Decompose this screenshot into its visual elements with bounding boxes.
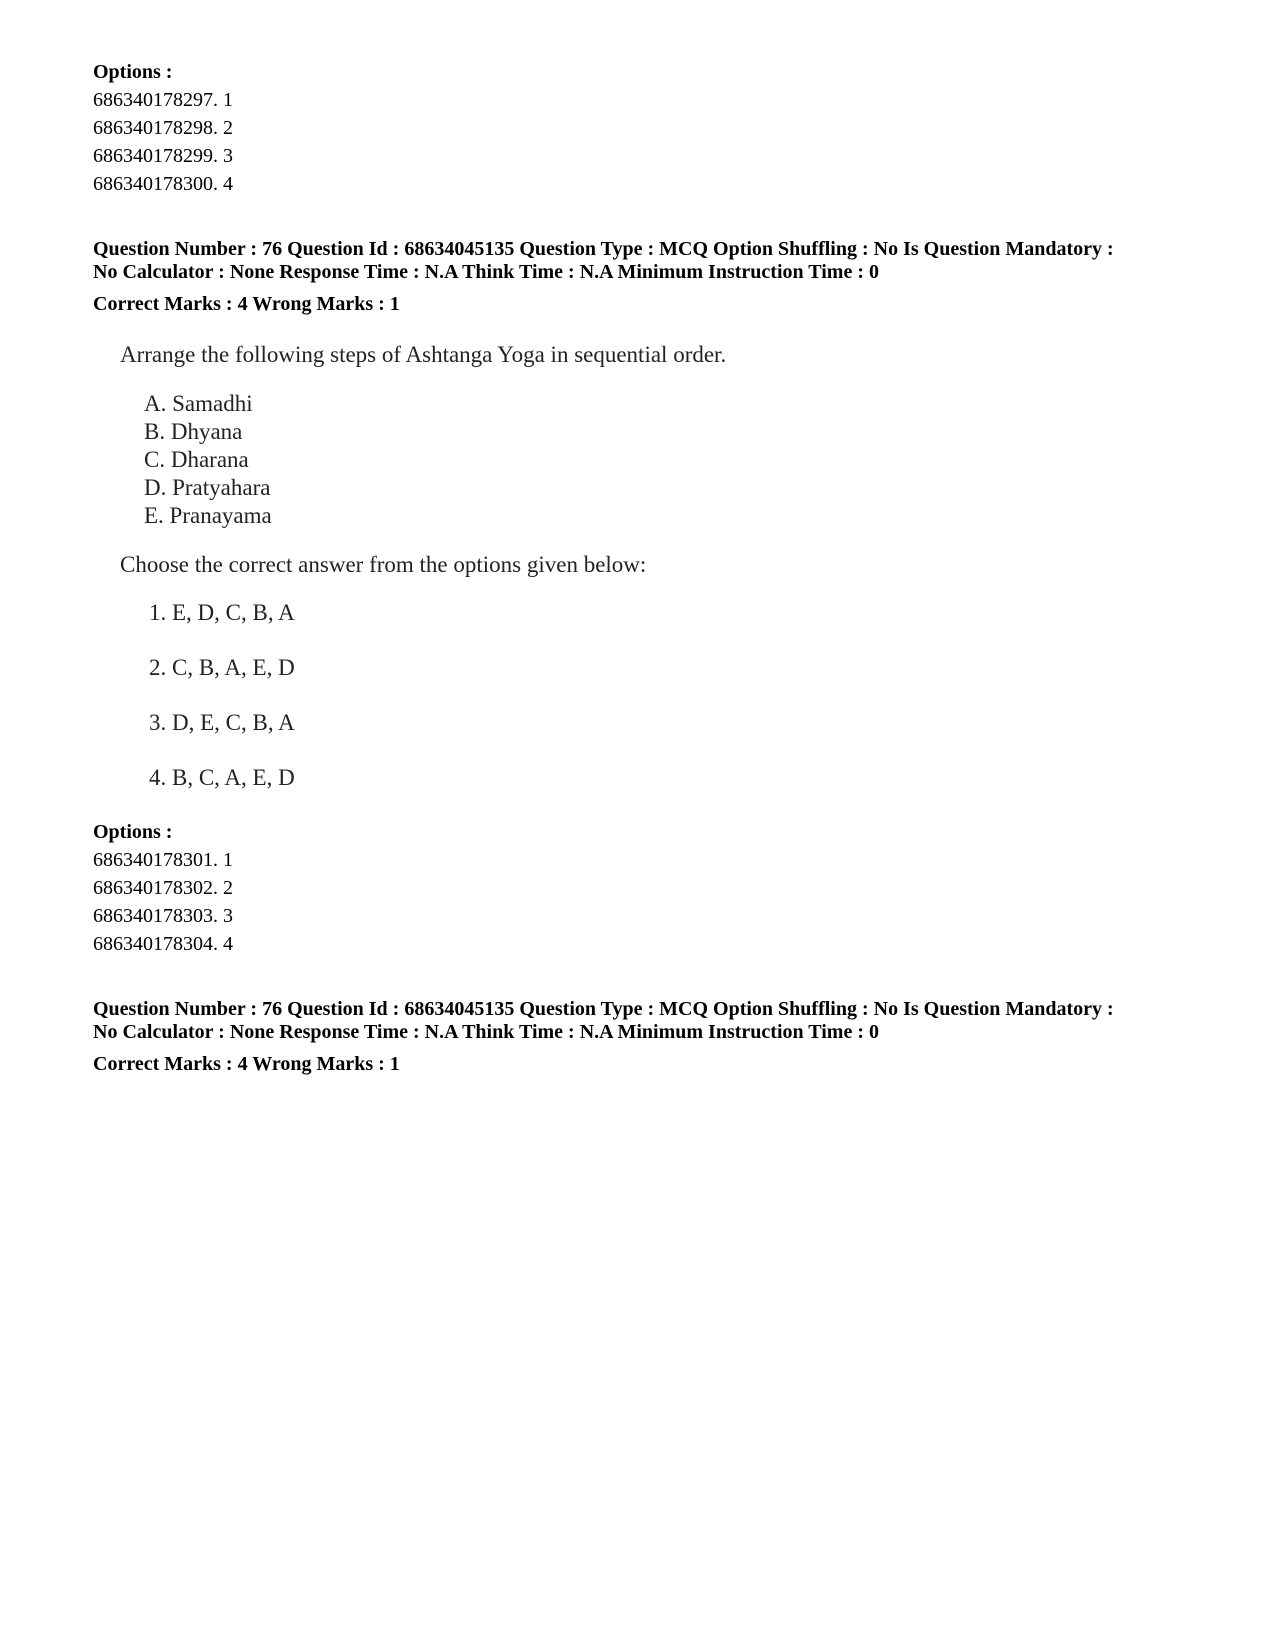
step-item: E. Pranayama: [144, 503, 272, 528]
choose-instruction: Choose the correct answer from the options given below:: [120, 552, 647, 577]
step-item: A. Samadhi: [144, 391, 253, 416]
option-item: 686340178300. 4: [93, 173, 233, 195]
answer-choices: [149, 600, 1203, 791]
question-marks: Correct Marks : 4 Wrong Marks : 1: [93, 293, 400, 315]
options-block-previous: [93, 58, 1203, 198]
option-item: 686340178303. 3: [93, 905, 233, 927]
question-meta-line: Question Number : 76 Question Id : 68634045135 Question Type : MCQ Option Shuffling : No Is Question Mandatory :: [93, 238, 1114, 260]
option-item: 686340178299. 3: [93, 145, 233, 167]
option-item: 686340178297. 1: [93, 89, 233, 111]
answer-choice: 4. B, C, A, E, D: [149, 765, 295, 790]
answer-choice: 3. D, E, C, B, A: [149, 710, 295, 735]
options-block: [93, 818, 1203, 958]
document-page: [93, 58, 1203, 1078]
question-image: [120, 340, 1203, 791]
option-item: 686340178304. 4: [93, 933, 233, 955]
options-label: Options :: [93, 61, 173, 83]
step-item: C. Dharana: [144, 447, 249, 472]
question-meta-line: Question Number : 76 Question Id : 68634045135 Question Type : MCQ Option Shuffling : No Is Question Mandatory :: [93, 998, 1114, 1020]
question-meta: [93, 238, 1203, 284]
options-label: Options :: [93, 821, 173, 843]
question-text: Arrange the following steps of Ashtanga Yoga in sequential order.: [120, 342, 727, 367]
answer-choice: 1. E, D, C, B, A: [149, 600, 295, 625]
question-steps: [144, 390, 1203, 530]
option-item: 686340178302. 2: [93, 877, 233, 899]
next-question-meta: [93, 998, 1203, 1044]
question-meta-line: No Calculator : None Response Time : N.A Think Time : N.A Minimum Instruction Time : 0: [93, 261, 879, 283]
next-question-marks: Correct Marks : 4 Wrong Marks : 1: [93, 1053, 400, 1075]
option-item: 686340178301. 1: [93, 849, 233, 871]
answer-choice: 2. C, B, A, E, D: [149, 655, 295, 680]
step-item: B. Dhyana: [144, 419, 243, 444]
question-meta-line: No Calculator : None Response Time : N.A Think Time : N.A Minimum Instruction Time : 0: [93, 1021, 879, 1043]
step-item: D. Pratyahara: [144, 475, 271, 500]
option-item: 686340178298. 2: [93, 117, 233, 139]
